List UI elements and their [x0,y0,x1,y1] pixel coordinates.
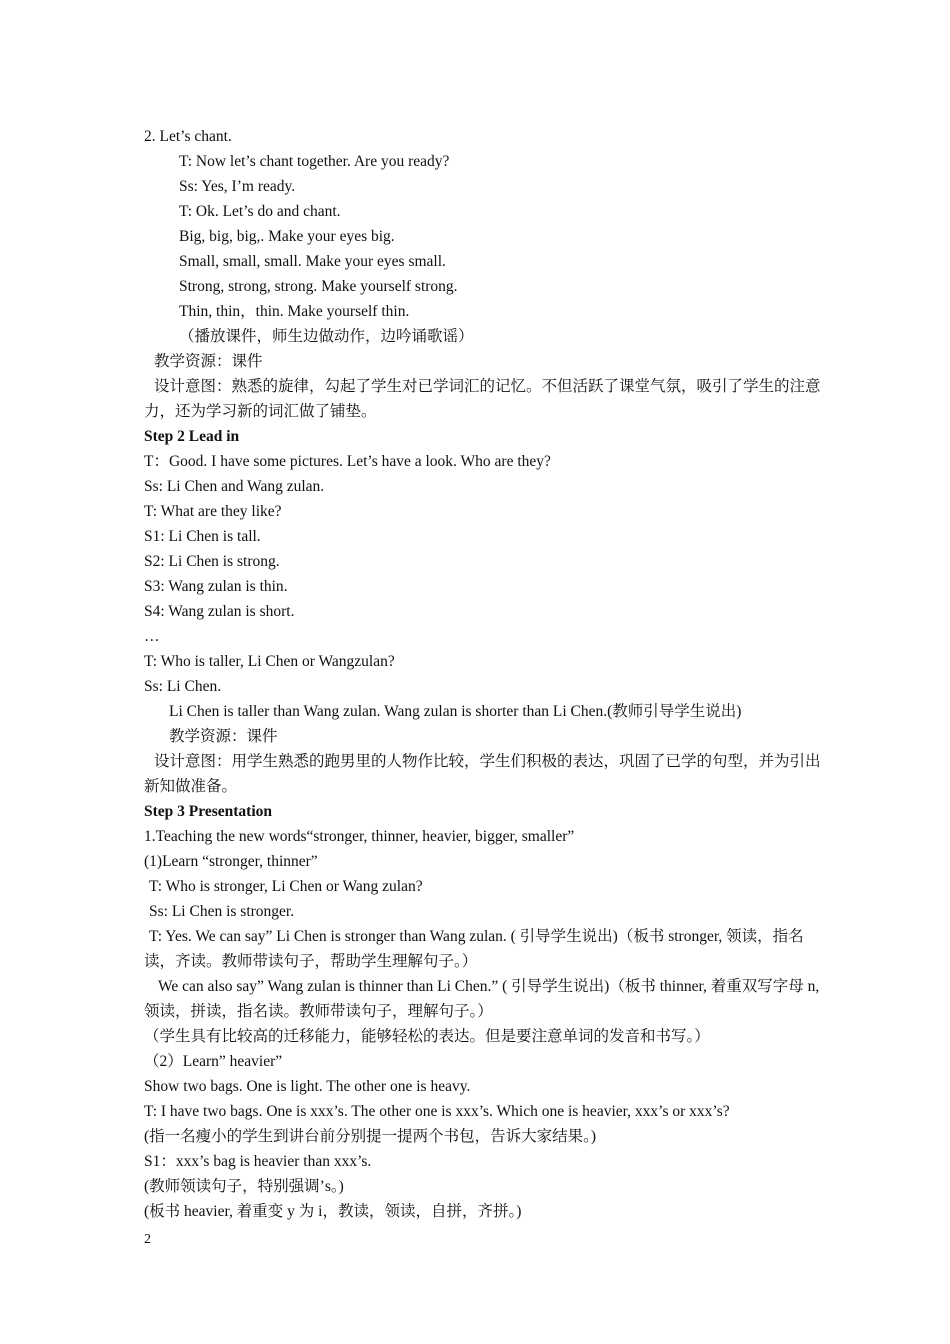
design-intent-paragraph: 设计意图：用学生熟悉的跑男里的人物作比较，学生们积极的表达，巩固了已学的句型，并为引出新知做准备。 [144,753,821,795]
dialogue-line: T: Who is taller, Li Chen or Wangzulan? [144,653,395,670]
dialogue-line: T: What are they like? [144,503,282,520]
instruction-line: Show two bags. One is light. The other one is heavy. [144,1078,471,1095]
step-heading: Step 3 Presentation [144,803,273,820]
design-intent-paragraph: 设计意图：熟悉的旋律，勾起了学生对已学词汇的记忆。不但活跃了课堂气氛，吸引了学生的注意力，还为学习新的词汇做了铺垫。 [144,378,821,420]
dialogue-paragraph: We can also say” Wang zulan is thinner than Li Chen.” ( 引导学生说出)（板书 thinner, 着重双写字母 n, 领读，拼读，指名读。教师带读句子，理解句子。） [144,978,820,1020]
note-line: （学生具有比较高的迁移能力，能够轻松的表达。但是要注意单词的发音和书写。） [144,1028,710,1045]
dialogue-line: T: Ok. Let’s do and chant. [179,203,341,220]
section-heading: 2. Let’s chant. [144,128,232,145]
dialogue-line: S1: Li Chen is tall. [144,528,261,545]
dialogue-line: Ss: Li Chen and Wang zulan. [144,478,325,495]
dialogue-line: Li Chen is taller than Wang zulan. Wang zulan is shorter than Li Chen.(教师引导学生说出) [169,703,742,720]
page-number: 2 [144,1232,151,1247]
ellipsis-line: … [144,628,160,645]
dialogue-line: T: I have two bags. One is xxx’s. The other one is xxx’s. Which one is heavier, xxx’s or xxx’s? [144,1103,730,1120]
dialogue-line: S4: Wang zulan is short. [144,603,295,620]
subsection-heading: 1.Teaching the new words“stronger, thinner, heavier, bigger, smaller” [144,828,575,845]
chant-line: Strong, strong, strong. Make yourself strong. [179,278,458,295]
resource-line: 教学资源：课件 [154,353,263,370]
document-page [144,124,824,1224]
note-line: （播放课件，师生边做动作，边吟诵歌谣） [179,328,474,345]
dialogue-line: S2: Li Chen is strong. [144,553,280,570]
subsection-heading: （2）Learn” heavier” [144,1053,283,1070]
resource-line: 教学资源：课件 [169,728,278,745]
dialogue-line: T: Who is stronger, Li Chen or Wang zulan? [149,878,423,895]
note-line: (板书 heavier, 着重变 y 为 i，教读，领读，自拼，齐拼。) [144,1203,522,1220]
dialogue-line: Ss: Yes, I’m ready. [179,178,296,195]
note-line: (教师领读句子，特别强调’s。) [144,1178,344,1195]
step-heading: Step 2 Lead in [144,428,240,445]
dialogue-line: Ss: Li Chen. [144,678,222,695]
dialogue-line: T: Now let’s chant together. Are you ready? [179,153,450,170]
chant-line: Big, big, big,. Make your eyes big. [179,228,395,245]
dialogue-line: S3: Wang zulan is thin. [144,578,288,595]
dialogue-paragraph: T: Yes. We can say” Li Chen is stronger than Wang zulan. ( 引导学生说出)（板书 stronger, 领读，指名读，齐读。教师带读句子，帮助学生理解句子。） [144,928,804,970]
dialogue-line: T：Good. I have some pictures. Let’s have a look. Who are they? [144,453,551,470]
chant-line: Small, small, small. Make your eyes small. [179,253,446,270]
dialogue-line: S1：xxx’s bag is heavier than xxx’s. [144,1153,372,1170]
dialogue-line: Ss: Li Chen is stronger. [149,903,295,920]
subsection-heading: (1)Learn “stronger, thinner” [144,853,318,870]
note-line: (指一名瘦小的学生到讲台前分别提一提两个书包，告诉大家结果。) [144,1128,597,1145]
chant-line: Thin, thin，thin. Make yourself thin. [179,303,410,320]
